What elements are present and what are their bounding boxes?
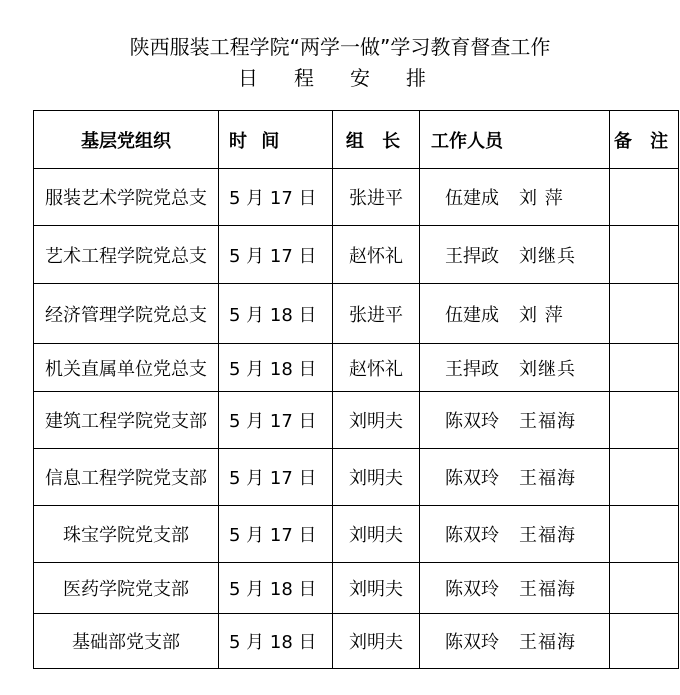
schedule-table xyxy=(33,110,679,669)
cell-leader: 刘明夫 xyxy=(333,449,420,506)
cell-leader: 张进平 xyxy=(333,169,420,226)
cell-date: 5 月 18 日 xyxy=(219,614,333,669)
header-staff: 工作人员 xyxy=(420,111,610,169)
table-row xyxy=(34,226,679,284)
table-row xyxy=(34,392,679,449)
cell-staff xyxy=(420,449,610,506)
cell-leader: 赵怀礼 xyxy=(333,226,420,284)
staff-member-2: 刘 萍 xyxy=(519,304,564,326)
cell-org: 基础部党支部 xyxy=(34,614,219,669)
cell-date: 5 月 17 日 xyxy=(219,392,333,449)
table-row xyxy=(34,449,679,506)
cell-note xyxy=(610,563,679,614)
staff-member-1: 陈双玲 xyxy=(445,579,499,600)
cell-leader: 赵怀礼 xyxy=(333,344,420,392)
cell-date: 5 月 17 日 xyxy=(219,506,333,563)
cell-org: 经济管理学院党总支 xyxy=(34,284,219,344)
staff-member-2: 王福海 xyxy=(519,411,576,432)
cell-note xyxy=(610,226,679,284)
table-row xyxy=(34,506,679,563)
cell-date: 5 月 17 日 xyxy=(219,449,333,506)
staff-member-2: 刘继兵 xyxy=(519,245,576,267)
cell-leader: 刘明夫 xyxy=(333,563,420,614)
cell-staff xyxy=(420,563,610,614)
cell-staff xyxy=(420,284,610,344)
cell-note xyxy=(610,169,679,226)
staff-member-1: 陈双玲 xyxy=(445,411,499,432)
cell-org: 建筑工程学院党支部 xyxy=(34,392,219,449)
cell-staff xyxy=(420,614,610,669)
staff-member-1: 王捍政 xyxy=(445,245,499,267)
table-header-row xyxy=(34,111,679,169)
cell-note xyxy=(610,284,679,344)
staff-member-1: 陈双玲 xyxy=(445,632,499,653)
cell-org: 艺术工程学院党总支 xyxy=(34,226,219,284)
staff-member-1: 王捍政 xyxy=(445,358,499,380)
cell-date: 5 月 18 日 xyxy=(219,344,333,392)
cell-org: 机关直属单位党总支 xyxy=(34,344,219,392)
cell-note xyxy=(610,392,679,449)
cell-leader: 刘明夫 xyxy=(333,614,420,669)
table-row xyxy=(34,284,679,344)
header-leader: 组 长 xyxy=(333,111,420,169)
staff-member-2: 刘继兵 xyxy=(519,358,576,380)
staff-member-2: 王福海 xyxy=(519,525,576,546)
staff-member-1: 伍建成 xyxy=(445,304,499,326)
cell-staff xyxy=(420,506,610,563)
staff-member-2: 王福海 xyxy=(519,579,576,600)
document-subtitle: 日程安排 xyxy=(238,66,462,90)
cell-staff xyxy=(420,226,610,284)
header-date: 时 间 xyxy=(219,111,333,169)
cell-date: 5 月 17 日 xyxy=(219,169,333,226)
cell-date: 5 月 18 日 xyxy=(219,563,333,614)
cell-leader: 刘明夫 xyxy=(333,506,420,563)
staff-member-2: 王福海 xyxy=(519,468,576,489)
cell-leader: 张进平 xyxy=(333,284,420,344)
cell-date: 5 月 17 日 xyxy=(219,226,333,284)
staff-member-2: 刘 萍 xyxy=(519,188,564,209)
staff-member-1: 伍建成 xyxy=(445,188,499,209)
table-row xyxy=(34,563,679,614)
header-org: 基层党组织 xyxy=(34,111,219,169)
document-title: 陕西服装工程学院“两学一做”学习教育督查工作 xyxy=(129,35,551,59)
cell-org: 信息工程学院党支部 xyxy=(34,449,219,506)
cell-staff xyxy=(420,392,610,449)
staff-member-2: 王福海 xyxy=(519,632,576,653)
cell-note xyxy=(610,344,679,392)
cell-date: 5 月 18 日 xyxy=(219,284,333,344)
cell-org: 医药学院党支部 xyxy=(34,563,219,614)
cell-staff xyxy=(420,169,610,226)
cell-org: 服装艺术学院党总支 xyxy=(34,169,219,226)
cell-org: 珠宝学院党支部 xyxy=(34,506,219,563)
table-row xyxy=(34,614,679,669)
cell-staff xyxy=(420,344,610,392)
table-row xyxy=(34,344,679,392)
cell-leader: 刘明夫 xyxy=(333,392,420,449)
staff-member-1: 陈双玲 xyxy=(445,468,499,489)
cell-note xyxy=(610,449,679,506)
cell-note xyxy=(610,506,679,563)
cell-note xyxy=(610,614,679,669)
header-note: 备 注 xyxy=(610,111,679,169)
staff-member-1: 陈双玲 xyxy=(445,525,499,546)
table-row xyxy=(34,169,679,226)
